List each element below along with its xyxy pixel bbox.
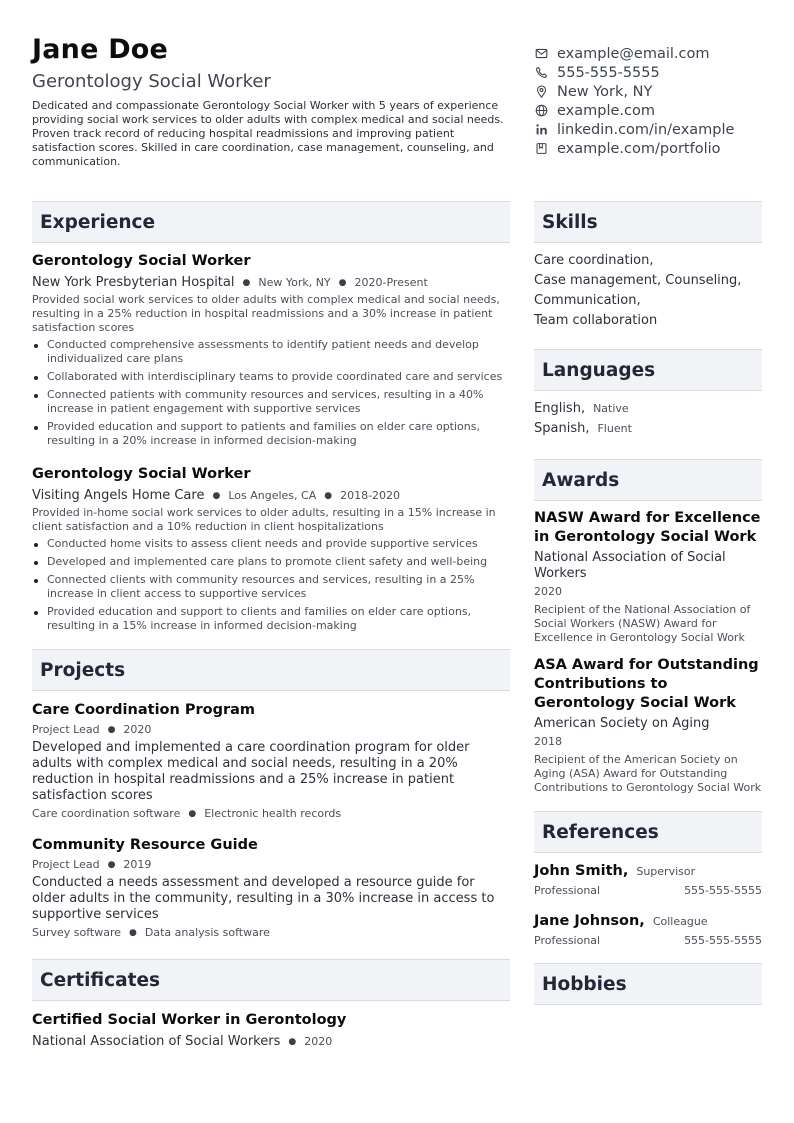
reference-item [534,861,762,899]
resume-page [32,34,762,1051]
contact-location-text: New York, NY [557,83,653,100]
award-year: 2018 [534,735,562,748]
award-title: NASW Award for Excellence in Gerontology Social Work [534,510,761,545]
separator-dot: ● [129,928,137,938]
side-column [534,201,762,1051]
contact-linkedin-text: linkedin.com/in/example [557,121,735,138]
references-heading: References [534,811,762,853]
award-item [534,509,762,645]
globe-icon [534,104,548,118]
project-tool: Electronic health records [204,807,342,820]
award-description: Recipient of the National Association of Social Workers (NASW) Award for Excellence in Gerontology Social Work [534,603,751,644]
employer: Visiting Angels Home Care [32,488,205,503]
certificates-heading: Certificates [32,959,510,1001]
job-dates: 2018-2020 [340,489,401,502]
job-bullet: Connected clients with community resources and services, resulting in a 25% increase in client access to supportive services [32,573,510,601]
project-title: Community Resource Guide [32,837,258,853]
hobbies-heading: Hobbies [534,963,762,1005]
award-title: ASA Award for Outstanding Contributions to Gerontology Social Work [534,657,759,711]
awards-list [534,509,762,795]
award-organization: National Association of Social Workers [534,550,726,581]
reference-type: Professional [534,884,601,897]
references-list [534,861,762,949]
project-description: Developed and implemented a care coordination program for older adults with complex medical and social needs, resulting in a 20% reduction in hospital readmissions and a 25% increase in patient satisfaction scores [32,740,470,803]
separator-dot: ● [288,1037,297,1047]
awards-heading: Awards [534,459,762,501]
reference-phone: 555-555-5555 [684,884,762,897]
languages-heading: Languages [534,349,762,391]
award-item [534,656,762,795]
job-description: Provided in-home social work services to older adults, resulting in a 15% increase in client satisfaction and a 10% reduction in client hospitalizations [32,506,496,533]
project-description: Conducted a needs assessment and developed a resource guide for older adults in the community, resulting in a 30% increase in access to supportive services [32,875,495,922]
job-bullets [32,338,510,448]
language-level: Fluent [597,422,632,435]
contact-email-text: example@email.com [557,45,710,62]
job-bullet: Provided education and support to clients and families on elder care options, resulting in a 15% increase in informed decision-making [32,605,510,633]
job-meta [32,274,510,292]
certificate-title: Certified Social Worker in Gerontology [32,1012,347,1028]
certificate-meta [32,1033,510,1051]
reference-phone: 555-555-5555 [684,934,762,947]
job-bullets [32,537,510,633]
language-item [534,399,762,419]
reference-header [534,861,762,882]
job-meta [32,487,510,505]
skill-line: Case management, Counseling, [534,273,742,288]
contact-linkedin[interactable] [534,120,762,139]
project-meta [32,857,510,873]
project-role: Project Lead [32,858,100,871]
contact-list [534,44,762,169]
job-location: Los Angeles, CA [228,489,317,502]
job-title: Gerontology Social Worker [32,253,251,269]
job-bullet: Collaborated with interdisciplinary teams to provide coordinated care and services [32,370,510,384]
separator-dot: ● [107,725,116,735]
email-icon [534,47,548,61]
skill-line: Team collaboration [534,313,658,328]
candidate-role: Gerontology Social Worker [32,71,271,92]
separator-dot: ● [242,278,251,288]
language-name: Spanish, [534,421,590,436]
reference-header [534,911,762,932]
job-bullet: Conducted home visits to assess client needs and provide supportive services [32,537,510,551]
certificate-item [32,1011,510,1051]
contact-location [534,82,762,101]
candidate-name: Jane Doe [32,34,169,65]
reference-name: John Smith, [534,863,629,879]
contact-portfolio-text: example.com/portfolio [557,140,721,157]
project-tool: Survey software [32,926,121,939]
reference-details [534,933,762,949]
projects-heading: Projects [32,649,510,691]
experience-item [32,465,510,633]
project-item [32,701,510,822]
contact-portfolio[interactable] [534,139,762,158]
project-year: 2019 [123,858,152,871]
job-title: Gerontology Social Worker [32,466,251,482]
languages-list [534,399,762,439]
phone-icon [534,66,548,80]
certificate-year: 2020 [304,1035,333,1048]
reference-type: Professional [534,934,601,947]
skill-line: Care coordination, [534,253,654,268]
contact-website-text: example.com [557,102,655,119]
project-role: Project Lead [32,723,100,736]
award-description: Recipient of the American Society on Aging (ASA) Award for Outstanding Contributions to Gerontology Social Work [534,753,762,794]
job-bullet: Developed and implemented care plans to promote client safety and well-being [32,555,510,569]
separator-dot: ● [107,860,116,870]
portfolio-icon [534,142,548,156]
resume-body [32,201,762,1051]
skills-heading: Skills [534,201,762,243]
resume-header [32,34,762,169]
contact-website[interactable] [534,101,762,120]
project-tool: Care coordination software [32,807,181,820]
skill-line: Communication, [534,293,641,308]
experience-item [32,252,510,448]
linkedin-icon [534,123,548,137]
award-organization: American Society on Aging [534,716,710,731]
certificate-issuer: National Association of Social Workers [32,1034,281,1049]
project-year: 2020 [123,723,152,736]
project-item [32,836,510,941]
separator-dot: ● [338,278,347,288]
project-meta [32,722,510,738]
job-bullet: Connected patients with community resources and services, resulting in a 40% increase in patient engagement with supportive services [32,388,510,416]
profile-summary: Dedicated and compassionate Gerontology Social Worker with 5 years of experience providing social work services to older adults with complex medical and social needs. Proven track record of reducing hospital readmissions and improving patient satisfaction scores. Skilled in care coordination, case management, counseling, and communication. [32,99,504,168]
contact-phone[interactable] [534,63,762,82]
reference-relation: Colleague [652,915,708,928]
award-year: 2020 [534,585,562,598]
location-icon [534,85,548,99]
reference-relation: Supervisor [636,865,696,878]
employer: New York Presbyterian Hospital [32,275,235,290]
project-title: Care Coordination Program [32,702,256,718]
language-item [534,419,762,439]
language-level: Native [593,402,629,415]
project-tools [32,925,510,941]
contact-email[interactable] [534,44,762,63]
reference-name: Jane Johnson, [534,913,645,929]
header-intro [32,34,512,169]
job-location: New York, NY [258,276,331,289]
project-tool: Data analysis software [144,926,270,939]
separator-dot: ● [188,809,197,819]
job-bullet: Provided education and support to patients and families on elder care options, resulting in a 20% increase in informed decision-making [32,420,510,448]
separator-dot: ● [212,491,221,501]
language-name: English, [534,401,586,416]
reference-item [534,911,762,949]
experience-heading: Experience [32,201,510,243]
reference-details [534,883,762,899]
main-column [32,201,510,1051]
separator-dot: ● [324,491,333,501]
job-description: Provided social work services to older adults with complex medical and social needs, resulting in a 25% reduction in hospital readmissions and a 30% increase in patient satisfaction scores [32,293,500,334]
contact-phone-text: 555-555-5555 [557,64,660,81]
job-bullet: Conducted comprehensive assessments to identify patient needs and develop individualized care plans [32,338,510,366]
skills-list [534,251,762,331]
job-dates: 2020-Present [354,276,428,289]
project-tools [32,806,510,822]
